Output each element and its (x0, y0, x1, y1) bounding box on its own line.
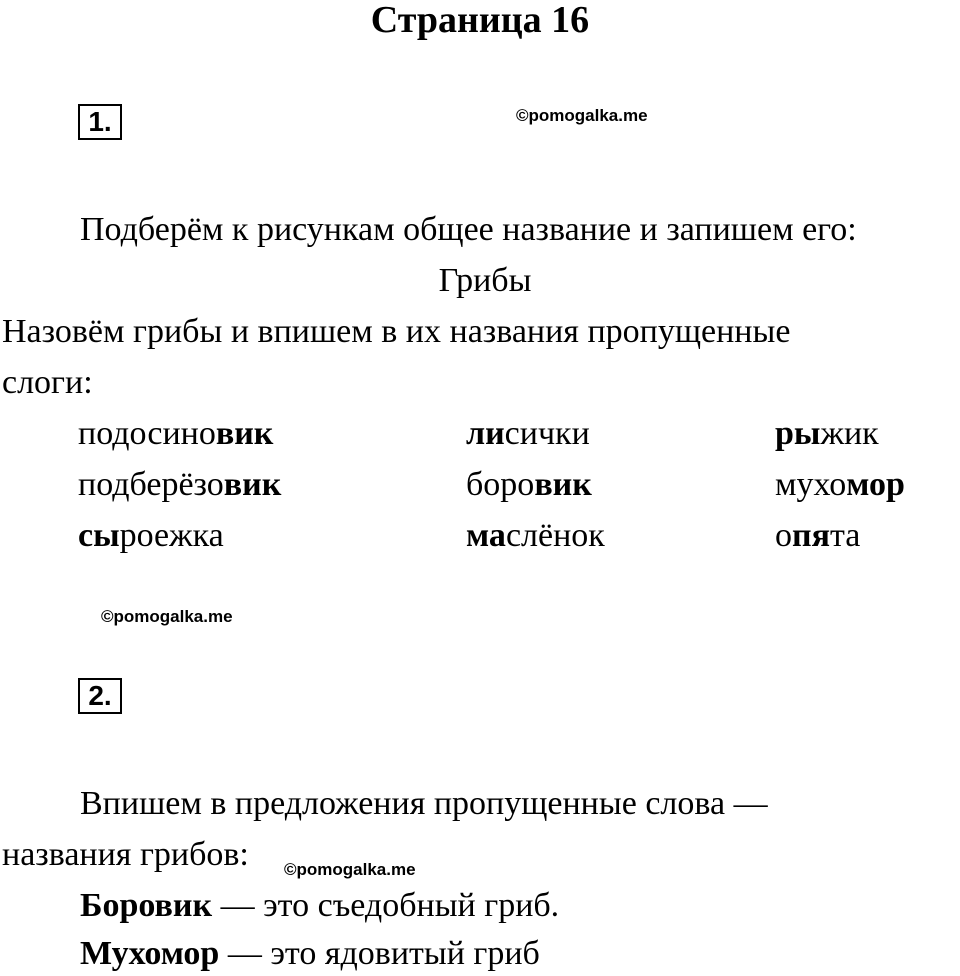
task-2-intro-line2: названия грибов: (2, 836, 249, 873)
task-2-sentence-1: Боровик — это съедобный гриб. (80, 887, 560, 924)
watermark: ©pomogalka.me (284, 860, 416, 879)
task-2-number (78, 678, 122, 714)
page-title: Страница 16 (370, 0, 590, 41)
word-maslyonok: маслёнок (466, 517, 605, 554)
task-1-answer: Грибы (438, 262, 532, 299)
word-ryzhik: рыжик (775, 415, 879, 452)
word-podberezovik: подберёзовик (78, 466, 282, 503)
task-1-number (78, 104, 122, 140)
watermark: ©pomogalka.me (516, 106, 648, 125)
watermark: ©pomogalka.me (101, 607, 233, 626)
task-1-instruction-line1: Назовём грибы и впишем в их названия пропущенные (2, 313, 791, 350)
word-mukhomor: мухомор (775, 466, 905, 503)
task-1-number-label: 1. (88, 106, 112, 137)
word-borovik: боровик (466, 466, 592, 503)
word-podosinovik: подосиновик (78, 415, 274, 452)
task-1-instruction-line2: слоги: (2, 364, 93, 401)
word-opyata: опята (775, 517, 861, 554)
task-2-number-label: 2. (88, 680, 112, 711)
task-2-sentence-2: Мухомор — это ядовитый гриб (80, 935, 540, 972)
word-lisichki: лисички (466, 415, 590, 452)
task-1-intro: Подберём к рисункам общее название и запишем его: (80, 211, 857, 248)
task-2-intro-line1: Впишем в предложения пропущенные слова — (80, 785, 768, 822)
word-syroezhka: сыроежка (78, 517, 224, 554)
